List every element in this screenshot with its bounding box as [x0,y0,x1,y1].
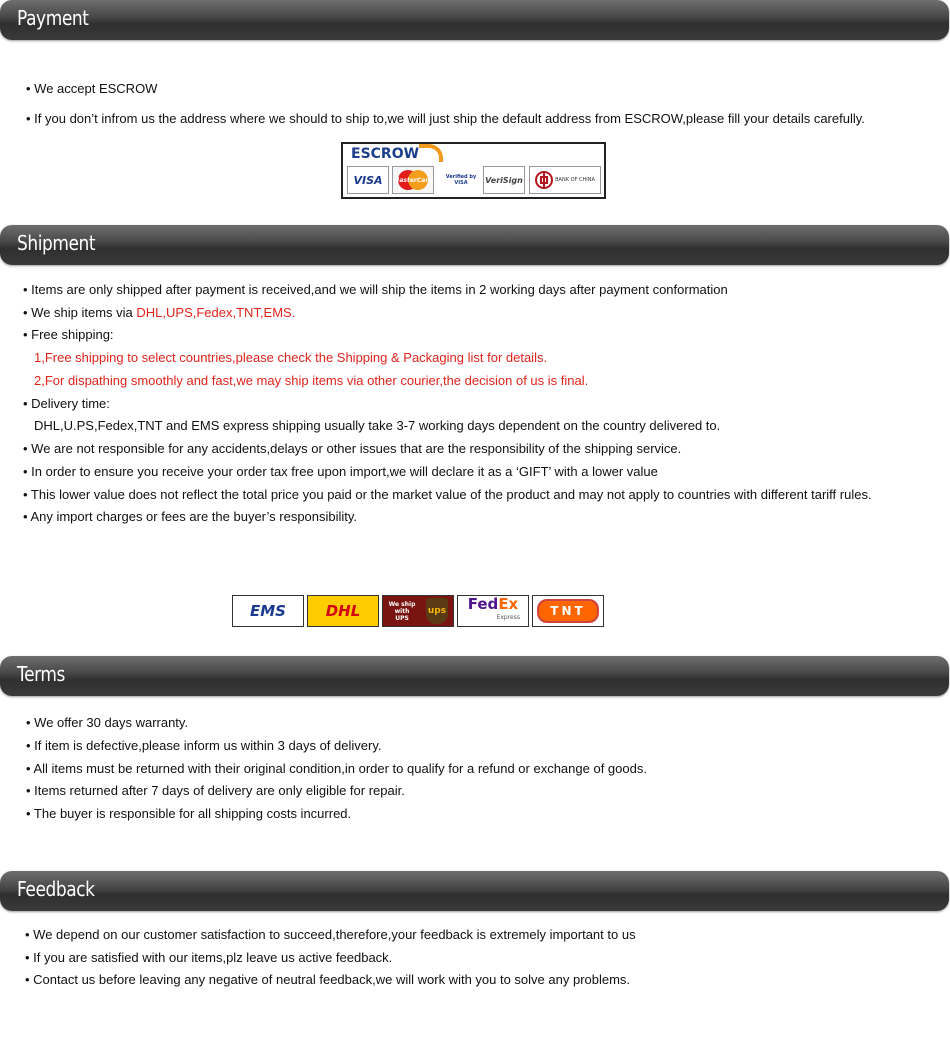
feedback-line-2: • If you are satisfied with our items,plz leave us active feedback. [25,950,393,965]
mastercard-text: MasterCard [393,176,433,184]
terms-line-5: • The buyer is responsible for all shipping costs incurred. [26,806,352,821]
fedex-logo [457,595,529,627]
shipment-line-9: • In order to ensure you receive your order tax free upon import,we will declare it as a ‘GIFT’ with a lower value [23,464,658,479]
ups-shield-icon [426,598,448,624]
ups-text: ups [427,606,447,616]
escrow-logo-text: ESCROW [351,146,420,162]
verified-by-visa-text: Verified by VISA [445,174,477,186]
bank-of-china-logo [529,166,601,194]
mastercard-logo [392,166,434,194]
shipment-line-6: • Delivery time: [23,396,110,411]
dhl-text: DHL [325,602,361,620]
payment-title: Payment [17,6,89,30]
shipment-line-5: 2,For dispathing smoothly and fast,we may ship items via other courier,the decision of us is final. [34,373,589,388]
ems-text: EMS [250,602,286,620]
fedex-wordmark [468,597,518,611]
bank-of-china-icon [535,171,553,189]
shipment-line-11: • Any import charges or fees are the buyer’s responsibility. [23,509,358,524]
feedback-title: Feedback [17,877,95,901]
tnt-badge [537,599,599,623]
ups-logo [382,595,454,627]
shipment-line-8: • We are not responsible for any accidents,delays or other issues that are the responsibility of the shipping service. [23,441,682,456]
verisign-text: VeriSign [485,175,523,185]
terms-line-3: • All items must be returned with their original condition,in order to qualify for a refund or exchange of goods. [26,761,647,776]
shipment-line-7: DHL,U.PS,Fedex,TNT and EMS express shipping usually take 3-7 working days dependent on the country delivered to. [34,418,721,433]
bank-of-china-text: BANK OF CHINA [555,177,595,183]
shipment-line-4: 1,Free shipping to select countries,please check the Shipping & Packaging list for details. [34,350,548,365]
verified-by-visa-logo [443,166,479,194]
payment-line-escrow: • We accept ESCROW [26,81,158,96]
dhl-logo [307,595,379,627]
terms-line-2: • If item is defective,please inform us within 3 days of delivery. [26,738,382,753]
shipment-line-2-prefix: • We ship items via [23,305,137,320]
tnt-logo [532,595,604,627]
visa-text: VISA [353,173,383,187]
escrow-arc-icon [419,144,443,162]
fedex-fed-text: Fed [467,595,499,613]
shipment-line-2 [23,305,295,320]
tnt-text: TNT [550,604,586,618]
payment-methods-logo [341,142,606,199]
terms-header-bar [0,656,949,696]
shipment-header-bar [0,225,949,265]
payment-line-address: • If you don’t infrom us the address where we should to ship to,we will just ship the default address from ESCROW,please fill your details carefully. [26,111,865,126]
fedex-express-text: Express [496,614,520,621]
feedback-header-bar [0,871,949,911]
ems-logo [232,595,304,627]
shipment-line-3: • Free shipping: [23,327,114,342]
visa-logo [347,166,389,194]
terms-line-1: • We offer 30 days warranty. [26,715,189,730]
payment-header-bar [0,0,949,40]
shipment-line-1: • Items are only shipped after payment is received,and we will ship the items in 2 working days after payment conformation [23,282,728,297]
feedback-line-1: • We depend on our customer satisfaction to succeed,therefore,your feedback is extremely important to us [25,927,636,942]
fedex-ex-text: Ex [498,595,519,613]
verisign-logo [483,166,525,194]
terms-title: Terms [17,662,65,686]
terms-line-4: • Items returned after 7 days of delivery are only eligible for repair. [26,783,405,798]
feedback-line-3: • Contact us before leaving any negative of neutral feedback,we will work with you to solve any problems. [25,972,631,987]
shipment-title: Shipment [17,231,96,255]
ups-slogan-text: We ship with UPS [388,600,416,622]
shipment-carriers-red: DHL,UPS,Fedex,TNT,EMS. [136,305,296,320]
shipment-line-10: • This lower value does not reflect the total price you paid or the market value of the product and may not apply to countries with different tariff rules. [23,487,872,502]
